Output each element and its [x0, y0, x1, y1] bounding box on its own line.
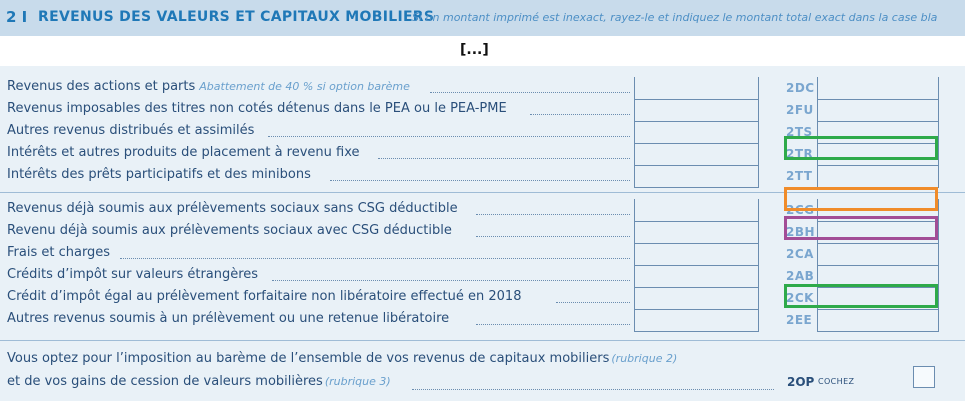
box-code: 2TS: [786, 125, 813, 139]
row-label: Autres revenus distribués et assimilés: [7, 123, 255, 138]
dot-leader: [330, 180, 630, 181]
row-label: Frais et charges: [7, 245, 111, 260]
section-title: REVENUS DES VALEURS ET CAPITAUX MOBILIERS: [38, 9, 435, 25]
amount-field-printed[interactable]: [634, 99, 759, 122]
amount-field-printed[interactable]: [634, 121, 759, 144]
row-label: Revenu déjà soumis aux prélèvements sociaux avec CSG déductible: [7, 223, 452, 238]
box-code: 2TT: [786, 169, 813, 183]
box-code: 2DC: [786, 81, 815, 95]
dot-leader: [476, 324, 630, 325]
row-label: Crédit d’impôt égal au prélèvement forfaitaire non libératoire effectué en 2018: [7, 289, 522, 304]
amount-field-2TT[interactable]: [817, 165, 939, 188]
form-row-2EE: [0, 309, 965, 331]
row-label: Revenus imposables des titres non cotés détenus dans le PEA ou le PEA-PME: [7, 101, 507, 116]
highlight-2TR: [784, 136, 938, 160]
dot-leader: [476, 214, 630, 215]
row-hint: Abattement de 40 % si option barème: [199, 80, 410, 93]
footer-divider: [0, 340, 965, 341]
form-row-2DC: [0, 77, 965, 99]
option-bareme-checkbox[interactable]: [913, 366, 935, 388]
row-label: Intérêts des prêts participatifs et des minibons: [7, 167, 311, 182]
section-header: [0, 0, 965, 36]
dot-leader: [556, 302, 630, 303]
dot-leader: [120, 258, 630, 259]
row-label: Revenus des actions et parts Abattement de 40 % si option barème: [7, 79, 410, 94]
box-code: 2EE: [786, 313, 813, 327]
highlight-2CG: [784, 187, 938, 211]
amount-field-2CA[interactable]: [817, 243, 939, 266]
box-code: 2FU: [786, 103, 814, 117]
row-label: Revenus déjà soumis aux prélèvements sociaux sans CSG déductible: [7, 201, 458, 216]
amount-field-printed[interactable]: [634, 221, 759, 244]
rubrique-hint: (rubrique 3): [324, 375, 391, 388]
section-number: 2 I: [6, 8, 28, 26]
dot-leader: [272, 280, 630, 281]
box-code: 2CG: [786, 203, 815, 217]
row-label: Crédits d’impôt sur valeurs étrangères: [7, 267, 259, 282]
highlight-2BH: [784, 216, 938, 240]
section-note: Si un montant imprimé est inexact, rayez-le et indiquez le montant total exact dans la case bla: [412, 11, 938, 24]
form-row-2TT: [0, 165, 965, 187]
dot-leader: [476, 236, 630, 237]
box-code: 2CK: [786, 291, 814, 305]
amount-field-printed[interactable]: [634, 265, 759, 288]
dot-leader: [268, 136, 630, 137]
box-code-2OP: 2OP: [787, 375, 815, 389]
rubrique-hint: (rubrique 2): [611, 352, 678, 365]
form-row-2FU: [0, 99, 965, 121]
option-text-line2: et de vos gains de cession de valeurs mobilières (rubrique 3): [7, 374, 391, 389]
dot-leader: [378, 158, 630, 159]
amount-field-2DC[interactable]: [817, 77, 939, 100]
box-code: 2TR: [786, 147, 814, 161]
amount-field-printed[interactable]: [634, 165, 759, 188]
amount-field-printed[interactable]: [634, 243, 759, 266]
box-code: 2AB: [786, 269, 815, 283]
amount-field-printed[interactable]: [634, 143, 759, 166]
amount-field-printed[interactable]: [634, 309, 759, 332]
amount-field-printed[interactable]: [634, 287, 759, 310]
option-text-line1: Vous optez pour l’imposition au barème de l’ensemble de vos revenus de capitaux mobiliers (rubrique 2): [7, 351, 678, 366]
row-label: Intérêts et autres produits de placement à revenu fixe: [7, 145, 360, 160]
form-row-2CA: [0, 243, 965, 265]
checkbox-label: COCHEZ: [818, 377, 855, 386]
amount-field-printed[interactable]: [634, 199, 759, 222]
amount-field-printed[interactable]: [634, 77, 759, 100]
highlight-2CK: [784, 284, 938, 308]
box-code: 2CA: [786, 247, 814, 261]
omission-marker: [...]: [460, 42, 489, 58]
dot-leader: [430, 92, 630, 93]
box-code: 2BH: [786, 225, 816, 239]
amount-field-2FU[interactable]: [817, 99, 939, 122]
dot-leader: [530, 114, 630, 115]
row-label: Autres revenus soumis à un prélèvement ou une retenue libératoire: [7, 311, 450, 326]
amount-field-2EE[interactable]: [817, 309, 939, 332]
dot-leader: [412, 389, 774, 390]
